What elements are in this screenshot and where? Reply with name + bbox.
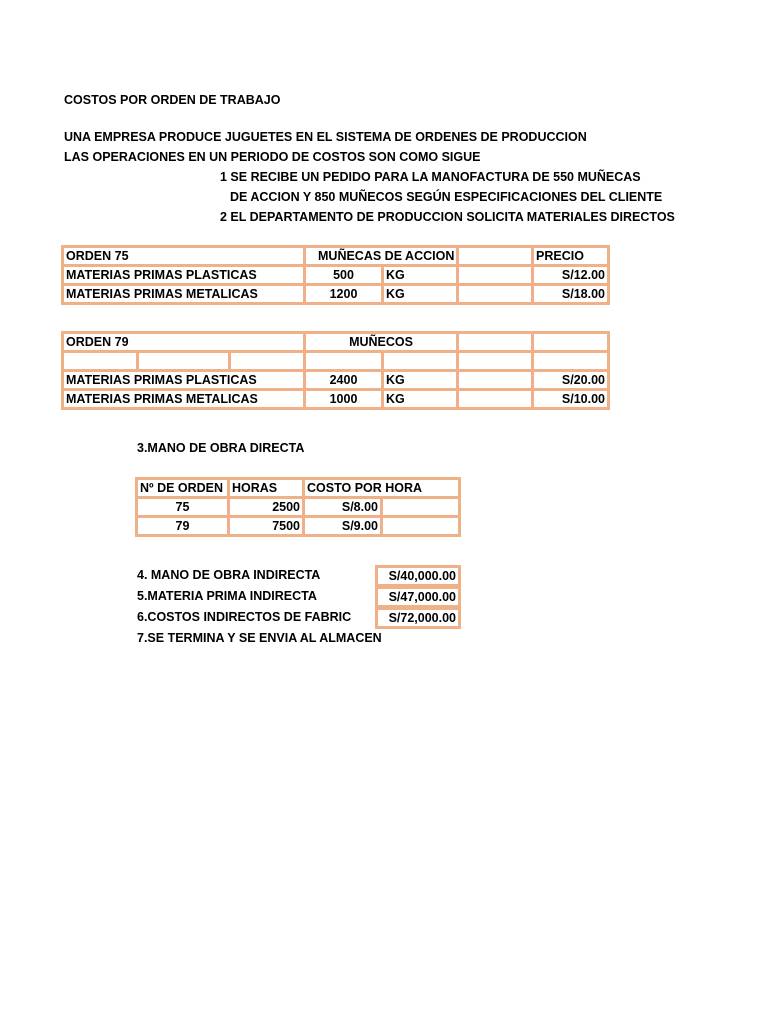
indirect-value: S/72,000.00 bbox=[375, 607, 461, 629]
step-1-line-2: DE ACCION Y 850 MUÑECOS SEGÚN ESPECIFICACIONES DEL CLIENTE bbox=[230, 190, 663, 204]
orden-cell: 75 bbox=[137, 498, 229, 517]
material-cell: MATERIAS PRIMAS METALICAS bbox=[63, 390, 305, 409]
table-row bbox=[63, 390, 609, 409]
page-title: COSTOS POR ORDEN DE TRABAJO bbox=[64, 93, 281, 107]
unit-cell: KG bbox=[383, 371, 458, 390]
price-cell: S/10.00 bbox=[533, 390, 609, 409]
indirect-label: 4. MANO DE OBRA INDIRECTA bbox=[137, 568, 321, 582]
intro-line-2: LAS OPERACIONES EN UN PERIODO DE COSTOS SON COMO SIGUE bbox=[64, 150, 481, 164]
table-row bbox=[63, 247, 609, 266]
cost-cell: S/8.00 bbox=[304, 498, 382, 517]
step-2-line: 2 EL DEPARTAMENTO DE PRODUCCION SOLICITA MATERIALES DIRECTOS bbox=[220, 210, 675, 224]
intro-line-1: UNA EMPRESA PRODUCE JUGUETES EN EL SISTEMA DE ORDENES DE PRODUCCION bbox=[64, 130, 587, 144]
indirect-label: 5.MATERIA PRIMA INDIRECTA bbox=[137, 589, 317, 603]
hours-cell: 7500 bbox=[229, 517, 304, 536]
cost-cell: S/9.00 bbox=[304, 517, 382, 536]
product-label: MUÑECAS DE ACCION bbox=[305, 247, 458, 266]
table-row bbox=[63, 352, 609, 371]
material-cell: MATERIAS PRIMAS PLASTICAS bbox=[63, 266, 305, 285]
indirect-label: 6.COSTOS INDIRECTOS DE FABRIC bbox=[137, 610, 352, 624]
orden-79-table bbox=[61, 331, 610, 410]
unit-cell: KG bbox=[383, 390, 458, 409]
table-row bbox=[63, 371, 609, 390]
quantity-cell: 1000 bbox=[305, 390, 383, 409]
price-cell: S/20.00 bbox=[533, 371, 609, 390]
orden-label: ORDEN 75 bbox=[63, 247, 305, 266]
orden-label: ORDEN 79 bbox=[63, 333, 305, 352]
indirect-value: S/47,000.00 bbox=[375, 586, 461, 608]
quantity-cell: 1200 bbox=[305, 285, 383, 304]
hours-cell: 2500 bbox=[229, 498, 304, 517]
product-label: MUÑECOS bbox=[305, 333, 458, 352]
price-cell: S/12.00 bbox=[533, 266, 609, 285]
table-row bbox=[137, 498, 460, 517]
table-row bbox=[63, 266, 609, 285]
column-header: Nº DE ORDEN bbox=[137, 479, 229, 498]
mano-obra-table bbox=[135, 477, 461, 537]
table-row bbox=[63, 333, 609, 352]
quantity-cell: 2400 bbox=[305, 371, 383, 390]
table-row bbox=[63, 285, 609, 304]
quantity-cell: 500 bbox=[305, 266, 383, 285]
column-header: HORAS bbox=[229, 479, 304, 498]
step-1-line-1: 1 SE RECIBE UN PEDIDO PARA LA MANOFACTURA DE 550 MUÑECAS bbox=[220, 170, 641, 184]
final-step: 7.SE TERMINA Y SE ENVIA AL ALMACEN bbox=[137, 631, 382, 645]
column-header: COSTO POR HORA bbox=[304, 479, 460, 498]
precio-header: PRECIO bbox=[533, 247, 609, 266]
mano-obra-title: 3.MANO DE OBRA DIRECTA bbox=[137, 441, 305, 455]
unit-cell: KG bbox=[383, 266, 458, 285]
unit-cell: KG bbox=[383, 285, 458, 304]
price-cell: S/18.00 bbox=[533, 285, 609, 304]
orden-cell: 79 bbox=[137, 517, 229, 536]
table-row bbox=[137, 517, 460, 536]
orden-75-table bbox=[61, 245, 610, 305]
table-row bbox=[137, 479, 460, 498]
material-cell: MATERIAS PRIMAS METALICAS bbox=[63, 285, 305, 304]
indirect-value: S/40,000.00 bbox=[375, 565, 461, 587]
material-cell: MATERIAS PRIMAS PLASTICAS bbox=[63, 371, 305, 390]
